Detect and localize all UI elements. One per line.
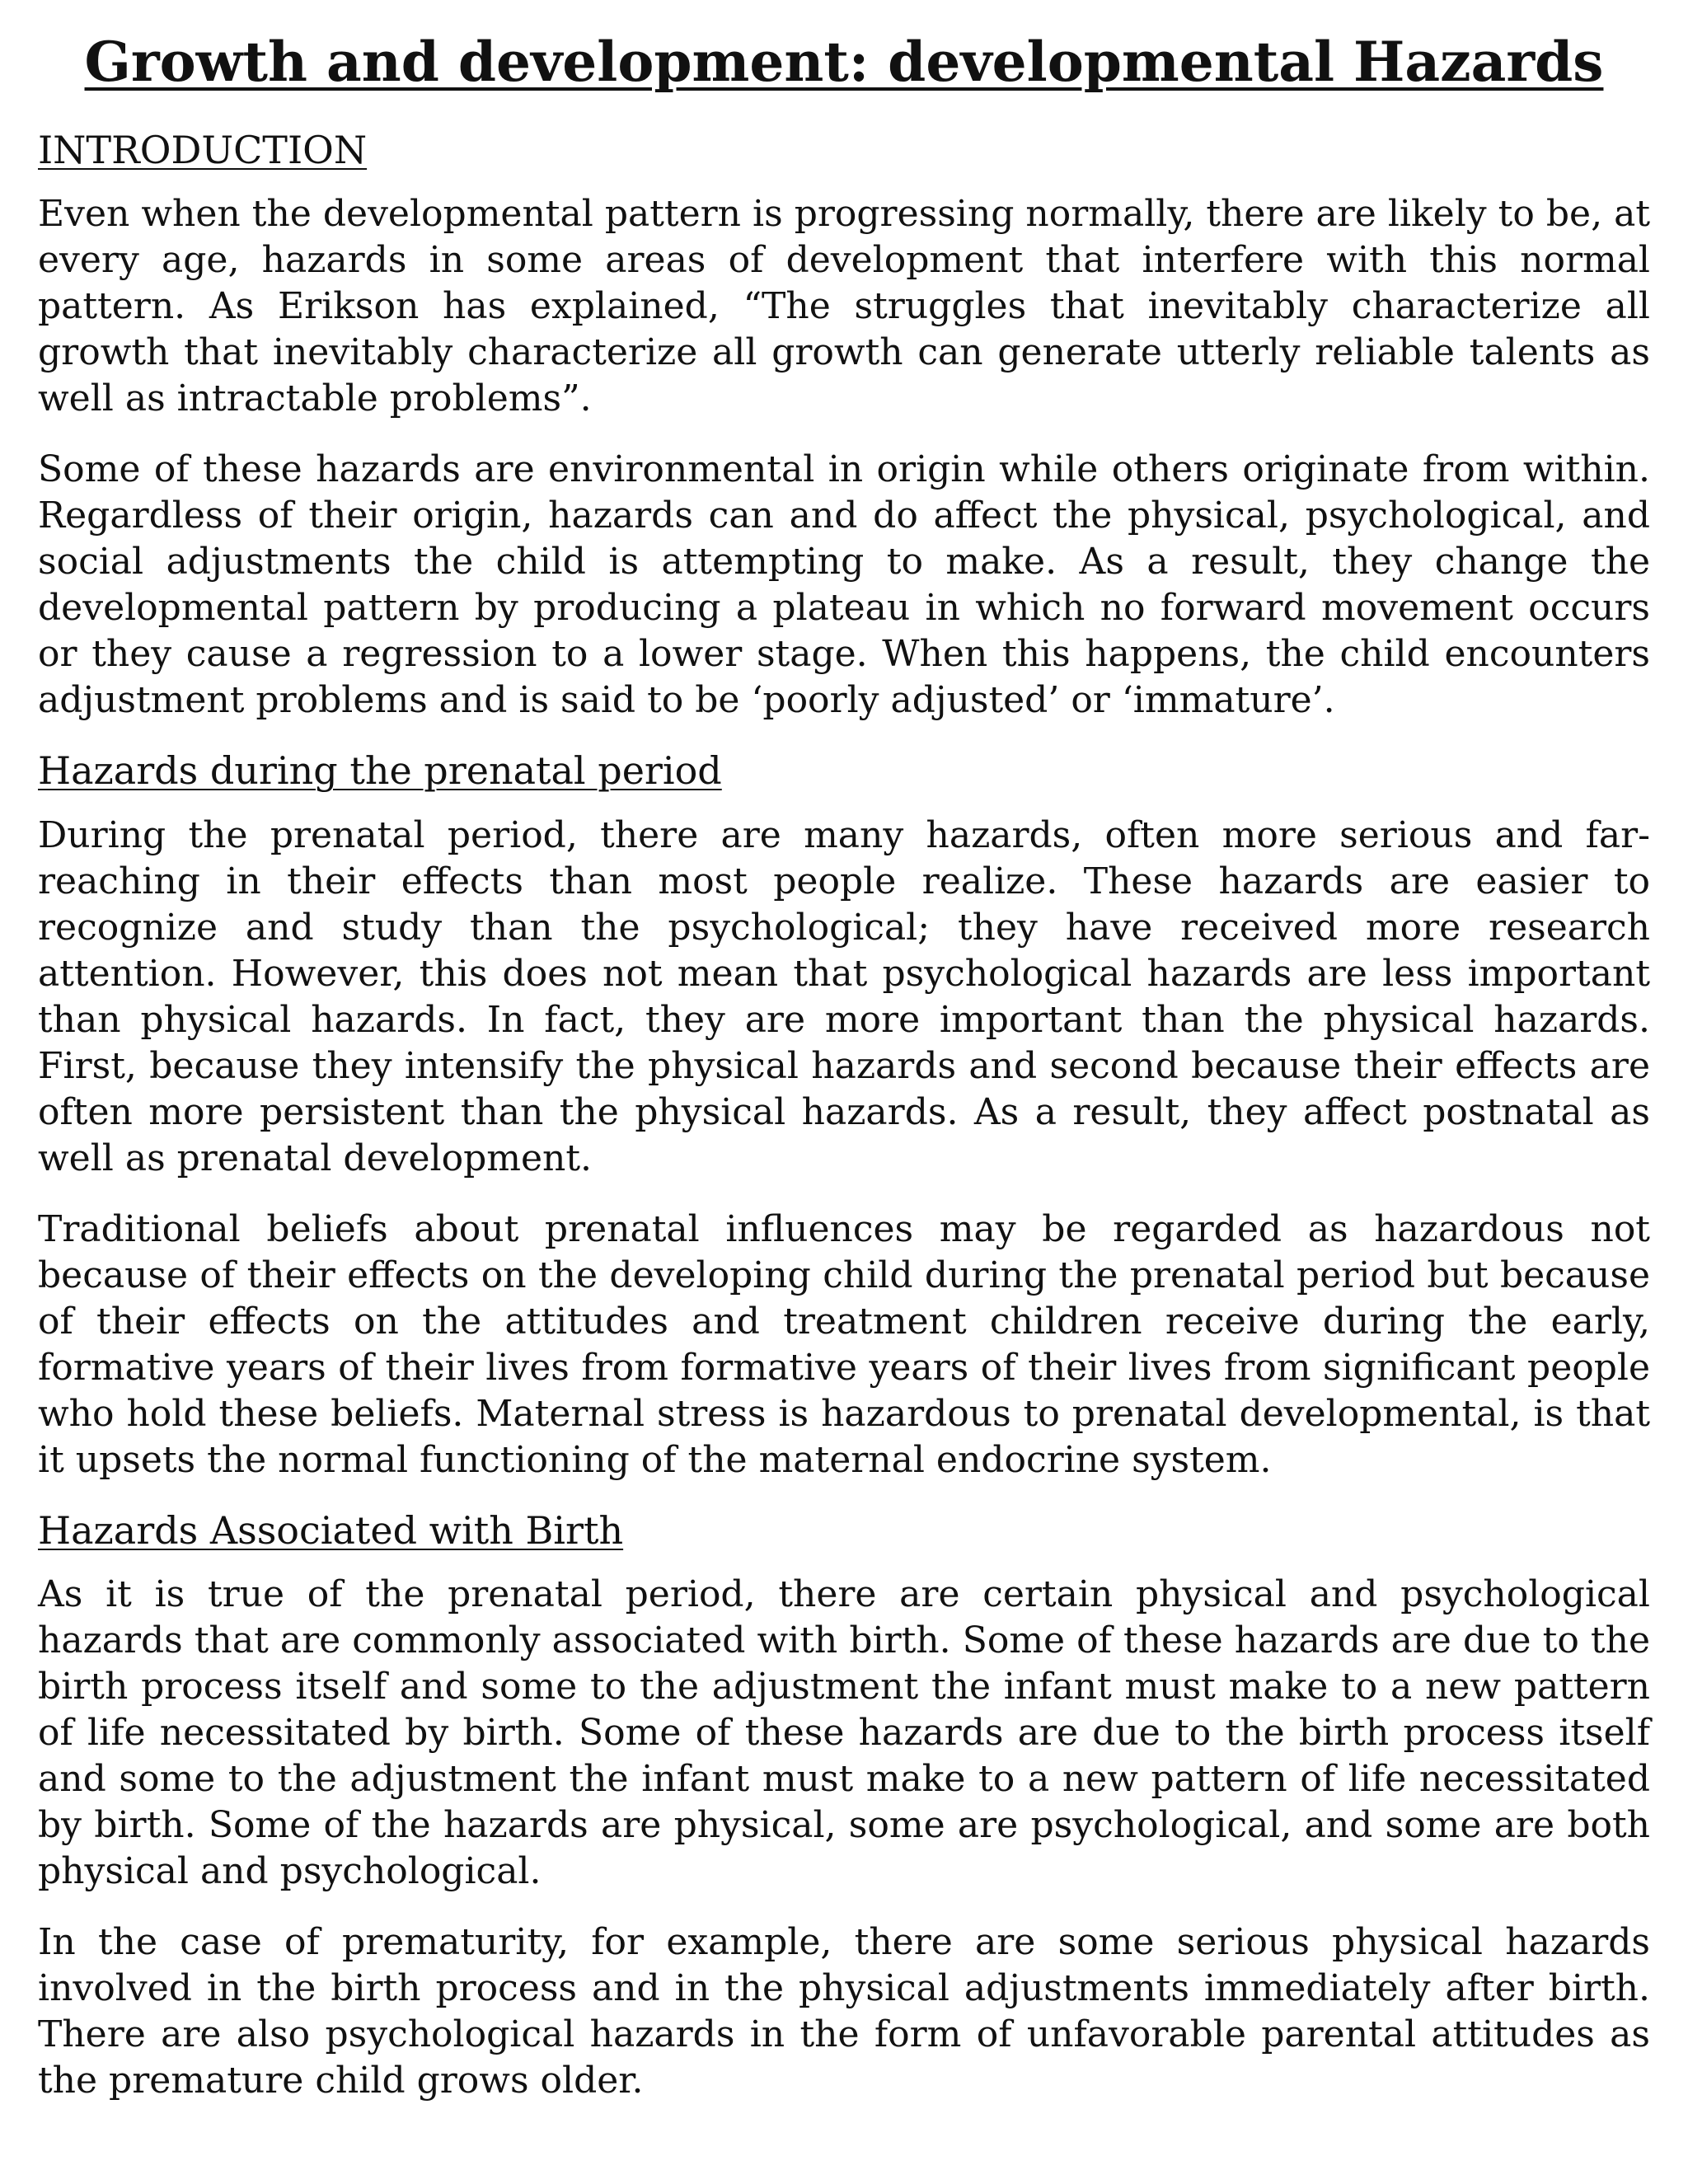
paragraph-prenatal-2: Traditional beliefs about prenatal influences may be regarded as hazardous not because of their effects on the developing child during the prenatal period but because of their effects on the attitudes and treatment children receive during the early, formative years of their lives from formative years of their lives from significant people who hold these beliefs. Maternal stress is hazardous to prenatal developmental, is that it upsets the normal functioning of the maternal endocrine system. <box>38 1207 1650 1481</box>
paragraph-introduction-2: Some of these hazards are environmental in origin while others originate from within. Regardless of their origin, hazards can and do affect the physical, psychological, and social adjustments the child is attempting to make. As a result, they change the developmental pattern by producing a plateau in which no forward movement occurs or they cause a regression to a lower stage. When this happens, the child encounters adjustment problems and is said to be ‘poorly adjusted’ or ‘immature’. <box>38 448 1650 722</box>
paragraph-prenatal-1: During the prenatal period, there are many hazards, often more serious and far-reaching in their effects than most people realize. These hazards are easier to recognize and study than the psychological; they have received more research attention. However, this does not mean that psychological hazards are less important than physical hazards. In fact, they are more important than the physical hazards. First, because they intensify the physical hazards and second because their effects are often more persistent than the physical hazards. As a result, they affect postnatal as well as prenatal development. <box>38 813 1650 1179</box>
section-heading-introduction: INTRODUCTION <box>38 128 368 173</box>
paragraph-birth-1: As it is true of the prenatal period, there are certain physical and psychological hazards that are commonly associated with birth. Some of these hazards are due to the birth process itself and some to the adjustment the infant must make to a new pattern of life necessitated by birth. Some of these hazards are due to the birth process itself and some to the adjustment the infant must make to a new pattern of life necessitated by birth. Some of the hazards are physical, some are psychological, and some are both physical and psychological. <box>38 1572 1650 1892</box>
section-birth-hazards <box>38 1508 1650 2104</box>
section-introduction <box>38 128 1650 724</box>
document-title: Growth and development: developmental Hazards <box>84 30 1604 94</box>
section-heading-birth: Hazards Associated with Birth <box>38 1507 624 1553</box>
paragraph-introduction-1: Even when the developmental pattern is progressing normally, there are likely to be, at every age, hazards in some areas of development that interfere with this normal pattern. As Erikson has explained, “The struggles that inevitably characterize all growth that inevitably characterize all growth can generate utterly reliable talents as well as intractable problems”. <box>38 193 1650 420</box>
section-heading-prenatal: Hazards during the prenatal period <box>38 748 722 794</box>
document-page <box>38 30 1650 2129</box>
paragraph-birth-2: In the case of prematurity, for example, there are some serious physical hazards involved in the birth process and in the physical adjustments immediately after birth. There are also psychological hazards in the form of unfavorable parental attitudes as the premature child grows older. <box>38 1920 1650 2102</box>
section-prenatal-hazards <box>38 748 1650 1483</box>
